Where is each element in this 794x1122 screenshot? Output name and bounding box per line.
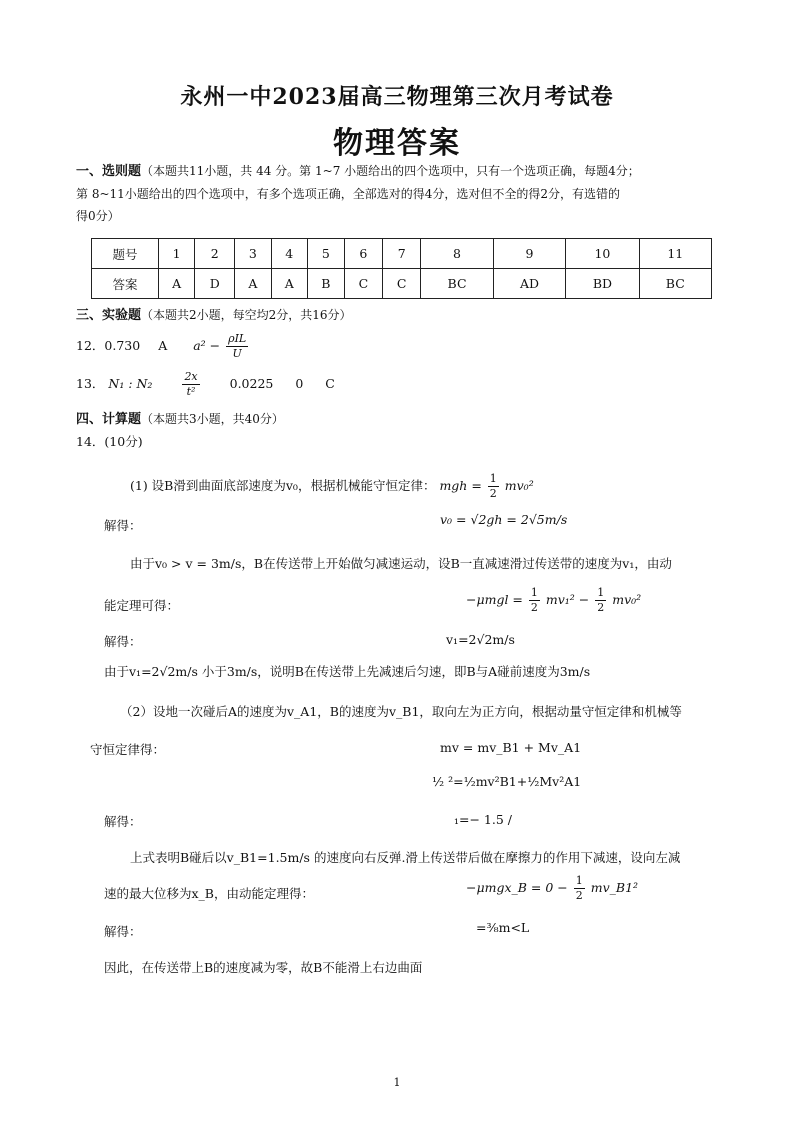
q13-fraction — [182, 370, 199, 399]
table-cell: 9 — [493, 239, 566, 269]
q12-label: 12．0.730 — [76, 338, 141, 353]
table-cell: 5 — [307, 239, 344, 269]
q14-p8: 速的最大位移为x_B，由动能定理得： — [104, 886, 314, 901]
table-cell: 11 — [639, 239, 711, 269]
frac-num: 1 — [597, 586, 605, 599]
q12-frac-den: U — [232, 347, 242, 360]
table-cell: 1 — [159, 239, 195, 269]
section1-line2: 第 8~11小题给出的四个选项中，有多个选项正确，全部选对的得4分，选对但不全的得2分，有选错的 — [76, 187, 621, 201]
eq-part-a: −μmgl = — [466, 592, 523, 607]
table-cell: BC — [421, 269, 493, 299]
section1-line3: 得0分） — [76, 209, 120, 223]
table-cell: 3 — [235, 239, 271, 269]
table-cell: 8 — [421, 239, 493, 269]
table-row-answers — [92, 269, 712, 299]
q12-fraction — [226, 332, 248, 361]
eq-part-a: −μmgx_B = 0 − — [466, 880, 568, 895]
table-cell: BD — [566, 269, 639, 299]
frac-num: 1 — [489, 472, 497, 485]
q14-p2: 由于v₀ > v = 3m/s，B在传送带上开始做匀减速运动，设B一直减速滑过传送带的速度为v₁，由动 — [130, 556, 672, 571]
page-number: 1 — [393, 1076, 401, 1089]
table-cell: 7 — [383, 239, 421, 269]
table-row-numbers — [92, 239, 712, 269]
frac-den: 2 — [489, 487, 497, 500]
table-cell: 10 — [566, 239, 639, 269]
section1-intro — [76, 160, 722, 227]
frac-den: 2 — [575, 889, 583, 902]
q13-frac-den: t² — [186, 385, 196, 398]
energy-theorem-eq — [466, 586, 641, 615]
q13-frac-num: 2x — [184, 370, 198, 383]
displacement-eq — [466, 874, 638, 903]
table-cell: C — [383, 269, 421, 299]
solve-label-4: 解得： — [104, 924, 142, 939]
q13-value-1: 0.0225 — [229, 376, 274, 391]
half-fraction — [574, 874, 585, 903]
table-cell: 6 — [344, 239, 382, 269]
q14-part1-line — [130, 472, 534, 501]
table-cell: AD — [493, 269, 566, 299]
q14-p6: 守恒定律得： — [90, 742, 166, 757]
q14-p4: 由于v₁=2√2m/s 小于3m/s，说明B在传送带上先减速后匀速，即B与A碰前速度为3m/s — [104, 664, 591, 679]
half-fraction — [488, 472, 499, 501]
table-cell: 2 — [195, 239, 235, 269]
q13-value-2: 0 — [295, 376, 304, 391]
q14-part1-text: (1) 设B滑到曲面底部速度为v₀，根据机械能守恒定律： — [130, 478, 436, 493]
solve-label-3: 解得： — [104, 814, 142, 829]
answer-table — [91, 238, 712, 299]
solve-label-1: 解得： — [104, 518, 142, 533]
section3-heading: 三、实验题 — [76, 308, 142, 323]
frac-num: 1 — [530, 586, 538, 599]
q12-expr: a² − — [193, 338, 221, 353]
q13-ratio: N₁ : N₂ — [108, 376, 153, 391]
vb1-result: ₁=− 1.5 / — [454, 812, 512, 827]
section3-note: （本题共2小题，每空均2分，共16分） — [141, 308, 352, 322]
v1-result: v₁=2√2m/s — [446, 632, 515, 647]
v0-result: v₀ = √2gh = 2√5m/s — [440, 512, 568, 527]
section3-header — [76, 304, 352, 323]
q14-p5: （2）设地一次碰后A的速度为v_A1，B的速度为v_B1，取向左为正方向，根据动量守恒定律和机械等 — [120, 704, 682, 719]
q14-part1-eq-tail: mv₀² — [504, 478, 534, 493]
table-cell: BC — [639, 269, 711, 299]
q13-value-3: C — [325, 376, 335, 391]
section1-note: （本题共11小题，共 44 分。第 1~7 小题给出的四个选项中，只有一个选项正确，每题4分； — [141, 164, 640, 178]
eq-part-b: mv₁² − — [545, 592, 590, 607]
table-header-answer: 答案 — [92, 269, 159, 299]
momentum-eq: mv = mv_B1 + Mv_A1 — [440, 740, 582, 755]
section4-note: （本题共3小题，共40分） — [141, 412, 284, 426]
table-cell: D — [195, 269, 235, 299]
eq-part-b: mv_B1² — [590, 880, 639, 895]
half-fraction — [529, 586, 540, 615]
table-cell: C — [344, 269, 382, 299]
frac-num: 1 — [575, 874, 583, 887]
table-header-number: 题号 — [92, 239, 159, 269]
half-fraction — [595, 586, 606, 615]
table-cell: 4 — [271, 239, 307, 269]
q12-answer — [76, 332, 250, 361]
table-cell: B — [307, 269, 344, 299]
solve-label-2: 解得： — [104, 634, 142, 649]
section4-header — [76, 408, 284, 427]
q14-p3: 能定理可得： — [104, 598, 180, 613]
q14-part1-eq: mgh = — [439, 478, 482, 493]
table-cell: A — [271, 269, 307, 299]
table-cell: A — [159, 269, 195, 299]
q14-conclusion: 因此，在传送带上B的速度减为零，故B不能滑上右边曲面 — [104, 960, 423, 975]
table-cell: A — [235, 269, 271, 299]
q12-unit: A — [158, 338, 168, 353]
answer-subtitle: 物理答案 — [333, 126, 461, 161]
section1-heading: 一、选则题 — [76, 164, 142, 179]
q14-p7: 上式表明B碰后以v_B1=1.5m/s 的速度向右反弹.滑上传送带后做在摩擦力的作用下减速，设向左减 — [130, 850, 681, 865]
frac-den: 2 — [597, 601, 605, 614]
q13-answer — [76, 370, 335, 399]
kinetic-energy-eq: ½ ²=½mv²B1+½Mv²A1 — [432, 774, 582, 789]
frac-den: 2 — [530, 601, 538, 614]
q14-label: 14．(10分) — [76, 434, 143, 449]
q13-label: 13． — [76, 376, 105, 391]
xb-result: =⅜m<L — [476, 920, 530, 935]
eq-part-c: mv₀² — [612, 592, 642, 607]
section4-heading: 四、计算题 — [76, 412, 142, 427]
q12-frac-num: ρIL — [228, 332, 247, 345]
exam-title: 永州一中2023届高三物理第三次月考试卷 — [180, 84, 614, 110]
